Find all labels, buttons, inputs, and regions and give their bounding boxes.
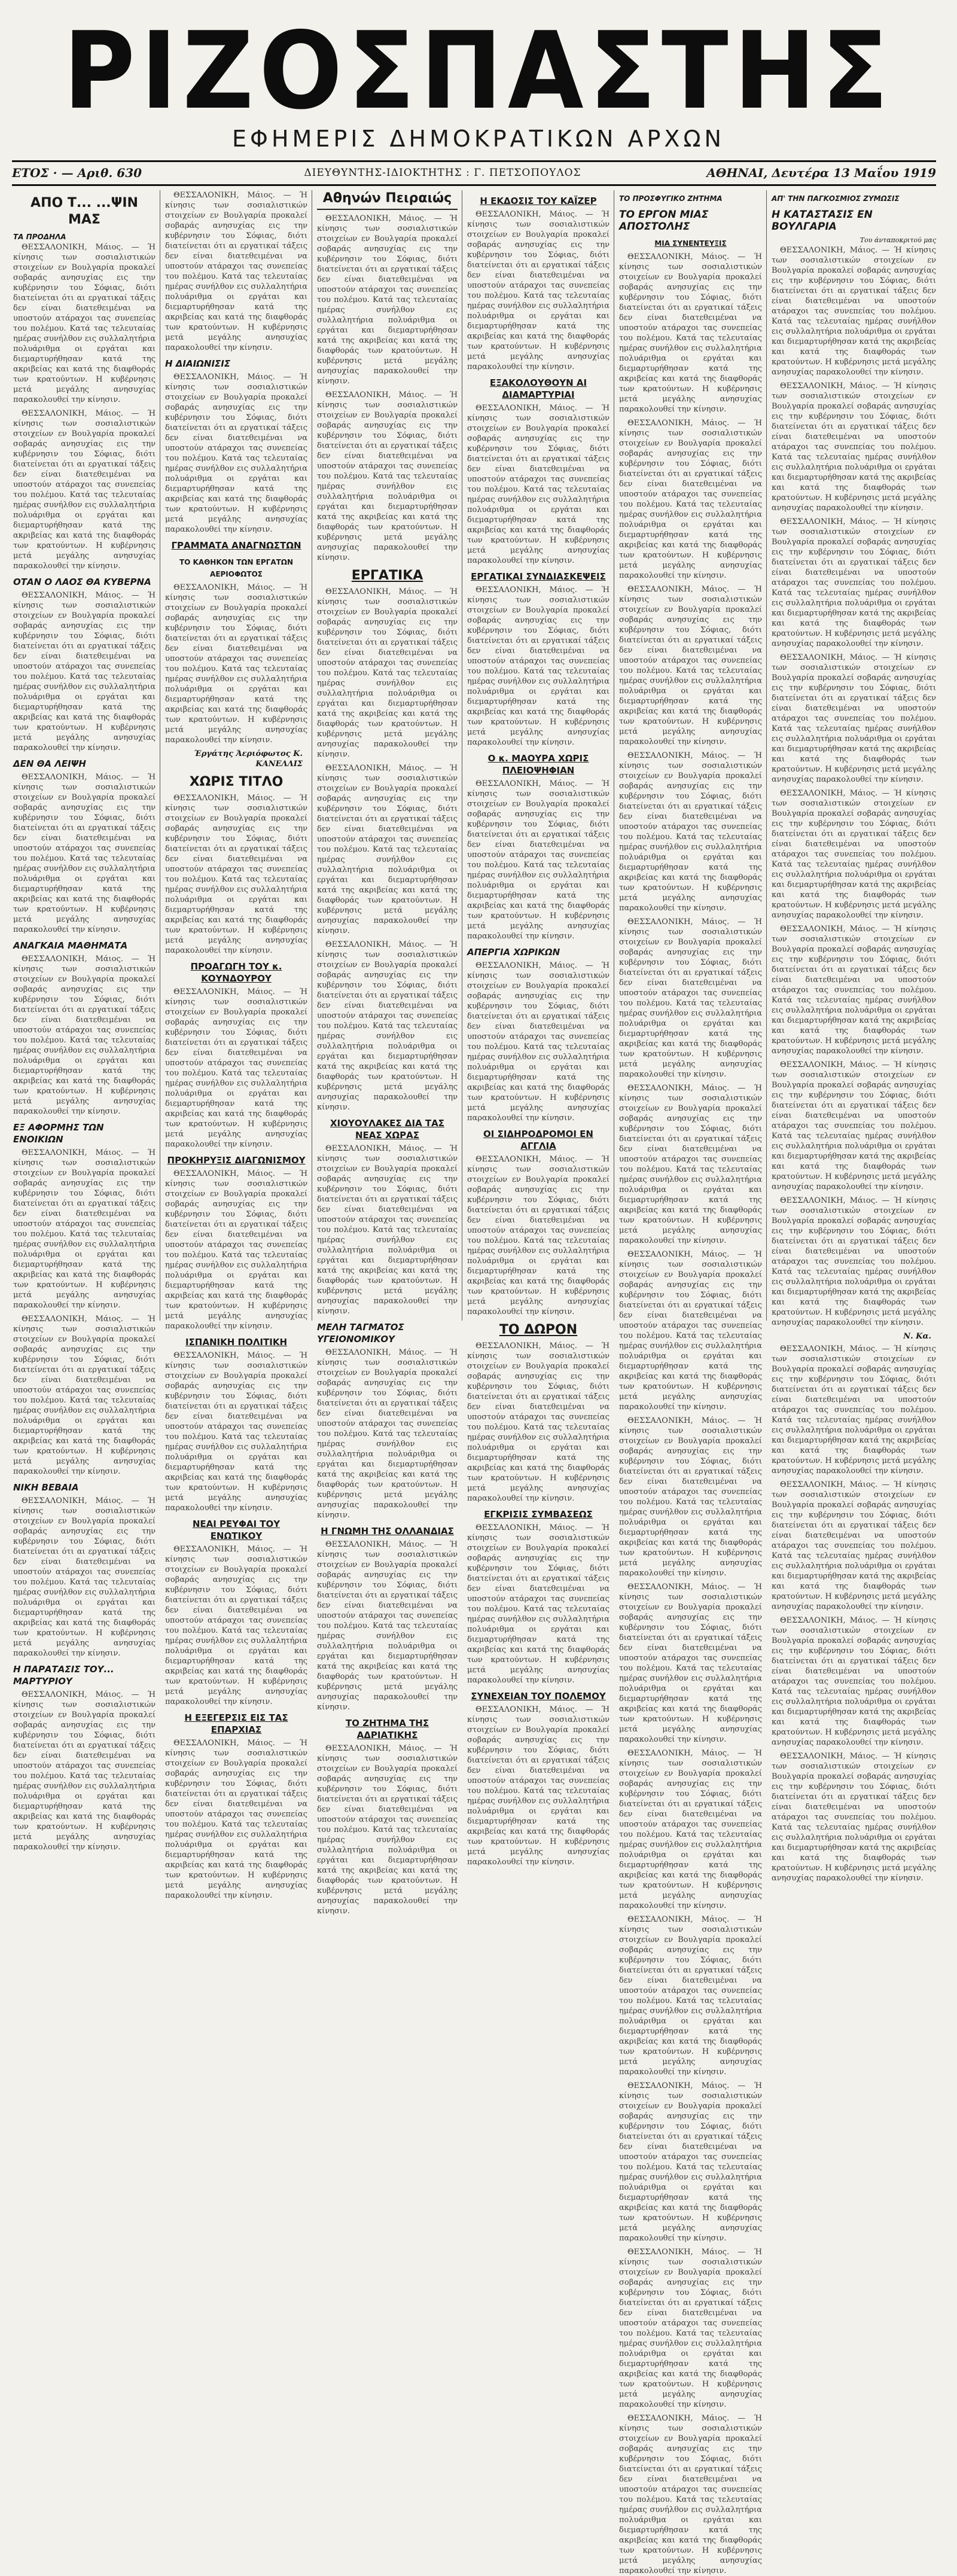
headline: ΕΞΑΚΟΛΟΥΘΟΥΝ ΑΙ ΔΙΑΜΑΡΤΥΡΙΑΙ: [489, 377, 587, 400]
subheadline: ΜΙΑ ΣΥΝΕΝΤΕΥΞΙΣ: [654, 239, 727, 248]
article-text: ΘΕΣΣΑΛΟΝΙΚΗ, Μάιος. — Ή κίνησις των σοσιαλιστικών στοιχείων εν Βουλγαρία προκαλεί σοβαράς ανησυχίας εις την κυβέρνησιν του Σόφιας, διότι διατείνεται ότι αι εργατικαί τάξεις δεν είναι διατεθειμέναι να υποστούν ατάραχοι τας συνεπείας του πολέμου. Κατά τας τελευταίας ημέρας συνήλθον εις συλλαλητήρια πολυάριθμα οι εργάται και διεμαρτυρήθησαν κατά της ακριβείας και κατά της διαφθοράς των κρατούντων. Η κυβέρνησις μετά μεγάλης ανησυχίας παρακολουθεί την κίνησιν.: [619, 1749, 762, 1910]
article-text: ΘΕΣΣΑΛΟΝΙΚΗ, Μάιος. — Ή κίνησις των σοσιαλιστικών στοιχείων εν Βουλγαρία προκαλεί σοβαράς ανησυχίας εις την κυβέρνησιν του Σόφιας, διότι διατείνεται ότι αι εργατικαί τάξεις δεν είναι διατεθειμέναι να υποστούν ατάραχοι τας συνεπείας του πολέμου. Κατά τας τελευταίας ημέρας συνήλθον εις συλλαλητήρια πολυάριθμα οι εργάται και διεμαρτυρήθησαν κατά της ακριβείας και κατά της διαφθοράς των κρατούντων. Η κυβέρνησις μετά μεγάλης ανησυχίας παρακολουθεί την κίνησιν.: [772, 1480, 936, 1611]
headline: ΣΥΝΕΧΕΙΑΝ ΤΟΥ ΠΟΛΕΜΟΥ: [471, 1691, 606, 1702]
info-bar: [12, 163, 936, 182]
article-text: ΘΕΣΣΑΛΟΝΙΚΗ, Μάιος. — Ή κίνησις των σοσιαλιστικών στοιχείων εν Βουλγαρία προκαλεί σοβαράς ανησυχίας εις την κυβέρνησιν του Σόφιας, διότι διατείνεται ότι αι εργατικαί τάξεις δεν είναι διατεθειμέναι να υποστούν ατάραχοι τας συνεπείας του πολέμου. Κατά τας τελευταίας ημέρας συνήλθον εις συλλαλητήρια πολυάριθμα οι εργάται και διεμαρτυρήθησαν κατά της ακριβείας και κατά της διαφθοράς των κρατούντων. Η κυβέρνησις μετά μεγάλης ανησυχίας παρακολουθεί την κίνησιν.: [165, 583, 307, 745]
byline: Του άνταποκριτού μας: [860, 236, 936, 244]
article-text: ΘΕΣΣΑΛΟΝΙΚΗ, Μάιος. — Ή κίνησις των σοσιαλιστικών στοιχείων εν Βουλγαρία προκαλεί σοβαράς ανησυχίας εις την κυβέρνησιν του Σόφιας, διότι διατείνεται ότι αι εργατικαί τάξεις δεν είναι διατεθειμέναι να υποστούν ατάραχοι τας συνεπείας του πολέμου. Κατά τας τελευταίας ημέρας συνήλθον εις συλλαλητήρια πολυάριθμα οι εργάται και διεμαρτυρήθησαν κατά της ακριβείας και κατά της διαφθοράς των κρατούντων. Η κυβέρνησις μετά μεγάλης ανησυχίας παρακολουθεί την κίνησιν.: [13, 1315, 156, 1476]
article-text: ΘΕΣΣΑΛΟΝΙΚΗ, Μάιος. — Ή κίνησις των σοσιαλιστικών στοιχείων εν Βουλγαρία προκαλεί σοβαράς ανησυχίας εις την κυβέρνησιν του Σόφιας, διότι διατείνεται ότι αι εργατικαί τάξεις δεν είναι διατεθειμέναι να υποστούν ατάραχοι τας συνεπείας του πολέμου. Κατά τας τελευταίας ημέρας συνήλθον εις συλλαλητήρια πολυάριθμα οι εργάται και διεμαρτυρήθησαν κατά της ακριβείας και κατά της διαφθοράς των κρατούντων. Η κυβέρνησις μετά μεγάλης ανησυχίας παρακολουθεί την κίνησιν.: [772, 653, 936, 784]
headline: Ο κ. ΜΑΟΥΡΑ ΧΩΡΙΣ ΠΛΕΙΟΨΗΦΙΑΝ: [487, 753, 589, 776]
article-text: ΘΕΣΣΑΛΟΝΙΚΗ, Μάιος. — Ή κίνησις των σοσιαλιστικών στοιχείων εν Βουλγαρία προκαλεί σοβαράς ανησυχίας εις την κυβέρνησιν του Σόφιας, διότι διατείνεται ότι αι εργατικαί τάξεις δεν είναι διατεθειμέναι να υποστούν ατάραχοι τας συνεπείας του πολέμου. Κατά τας τελευταίας ημέρας συνήλθον εις συλλαλητήρια πολυάριθμα οι εργάται και διεμαρτυρήθησαν κατά της ακριβείας και κατά της διαφθοράς των κρατούντων. Η κυβέρνησις μετά μεγάλης ανησυχίας παρακολουθεί την κίνησιν.: [467, 210, 609, 371]
article-text: ΘΕΣΣΑΛΟΝΙΚΗ, Μάιος. — Ή κίνησις των σοσιαλιστικών στοιχείων εν Βουλγαρία προκαλεί σοβαράς ανησυχίας εις την κυβέρνησιν του Σόφιας, διότι διατείνεται ότι αι εργατικαί τάξεις δεν είναι διατεθειμέναι να υποστούν ατάραχοι τας συνεπείας του πολέμου. Κατά τας τελευταίας ημέρας συνήλθον εις συλλαλητήρια πολυάριθμα οι εργάται και διεμαρτυρήθησαν κατά της ακριβείας και κατά της διαφθοράς των κρατούντων. Η κυβέρνησις μετά μεγάλης ανησυχίας παρακολουθεί την κίνησιν.: [165, 1545, 307, 1706]
article-text: ΘΕΣΣΑΛΟΝΙΚΗ, Μάιος. — Ή κίνησις των σοσιαλιστικών στοιχείων εν Βουλγαρία προκαλεί σοβαράς ανησυχίας εις την κυβέρνησιν του Σόφιας, διότι διατείνεται ότι αι εργατικαί τάξεις δεν είναι διατεθειμέναι να υποστούν ατάραχοι τας συνεπείας του πολέμου. Κατά τας τελευταίας ημέρας συνήλθον εις συλλαλητήρια πολυάριθμα οι εργάται και διεμαρτυρήθησαν κατά της ακριβείας και κατά της διαφθοράς των κρατούντων. Η κυβέρνησις μετά μεγάλης ανησυχίας παρακολουθεί την κίνησιν.: [772, 1196, 936, 1327]
kicker: ΑΠ' ΤΗΝ ΠΑΓΚΟΣΜΙΟΣ ΖΥΜΩΣΙΣ: [772, 194, 900, 203]
newspaper-title: ΡΙΖΟΣΠΑΣΤΗΣ: [63, 9, 894, 133]
headline: ΙΣΠΑΝΙΚΗ ΠΟΛΙΤΙΚΗ: [185, 1337, 287, 1348]
top-rule: [12, 160, 936, 162]
column-1: [13, 190, 156, 1852]
kicker: ΤΟ ΠΡΟΣΦΥΓΙΚΟ ΖΗΤΗΜΑ: [619, 194, 723, 203]
article-text: ΘΕΣΣΑΛΟΝΙΚΗ, Μάιος. — Ή κίνησις των σοσιαλιστικών στοιχείων εν Βουλγαρία προκαλεί σοβαράς ανησυχίας εις την κυβέρνησιν του Σόφιας, διότι διατείνεται ότι αι εργατικαί τάξεις δεν είναι διατεθειμέναι να υποστούν ατάραχοι τας συνεπείας του πολέμου. Κατά τας τελευταίας ημέρας συνήλθον εις συλλαλητήρια πολυάριθμα οι εργάται και διεμαρτυρήθησαν κατά της ακριβείας και κατά της διαφθοράς των κρατούντων. Η κυβέρνησις μετά μεγάλης ανησυχίας παρακολουθεί την κίνησιν.: [619, 2248, 762, 2409]
article-text: ΘΕΣΣΑΛΟΝΙΚΗ, Μάιος. — Ή κίνησις των σοσιαλιστικών στοιχείων εν Βουλγαρία προκαλεί σοβαράς ανησυχίας εις την κυβέρνησιν του Σόφιας, διότι διατείνεται ότι αι εργατικαί τάξεις δεν είναι διατεθειμέναι να υποστούν ατάραχοι τας συνεπείας του πολέμου. Κατά τας τελευταίας ημέρας συνήλθον εις συλλαλητήρια πολυάριθμα οι εργάται και διεμαρτυρήθησαν κατά της ακριβείας και κατά της διαφθοράς των κρατούντων. Η κυβέρνησις μετά μεγάλης ανησυχίας παρακολουθεί την κίνησιν.: [165, 1739, 307, 1900]
article-text: ΘΕΣΣΑΛΟΝΙΚΗ, Μάιος. — Ή κίνησις των σοσιαλιστικών στοιχείων εν Βουλγαρία προκαλεί σοβαράς ανησυχίας εις την κυβέρνησιν του Σόφιας, διότι διατείνεται ότι αι εργατικαί τάξεις δεν είναι διατεθειμέναι να υποστούν ατάραχοι τας συνεπείας του πολέμου. Κατά τας τελευταίας ημέρας συνήλθον εις συλλαλητήρια πολυάριθμα οι εργάται και διεμαρτυρήθησαν κατά της ακριβείας και κατά της διαφθοράς των κρατούντων. Η κυβέρνησις μετά μεγάλης ανησυχίας παρακολουθεί την κίνησιν.: [165, 1351, 307, 1513]
headline: Η ΠΑΡΑΤΑΣΙΣ ΤΟΥ... ΜΑΡΤΥΡΙΟΥ: [13, 1664, 114, 1687]
newspaper-subtitle: ΕΦΗΜΕΡΙΣ ΔΗΜΟΚΡΑΤΙΚΩΝ ΑΡΧΩΝ: [232, 126, 725, 152]
article-text: ΘΕΣΣΑΛΟΝΙΚΗ, Μάιος. — Ή κίνησις των σοσιαλιστικών στοιχείων εν Βουλγαρία προκαλεί σοβαράς ανησυχίας εις την κυβέρνησιν του Σόφιας, διότι διατείνεται ότι αι εργατικαί τάξεις δεν είναι διατεθειμέναι να υποστούν ατάραχοι τας συνεπείας του πολέμου. Κατά τας τελευταίας ημέρας συνήλθον εις συλλαλητήρια πολυάριθμα οι εργάται και διεμαρτυρήθησαν κατά της ακριβείας και κατά της διαφθοράς των κρατούντων. Η κυβέρνησις μετά μεγάλης ανησυχίας παρακολουθεί την κίνησιν.: [467, 1705, 609, 1867]
article-text: ΘΕΣΣΑΛΟΝΙΚΗ, Μάιος. — Ή κίνησις των σοσιαλιστικών στοιχείων εν Βουλγαρία προκαλεί σοβαράς ανησυχίας εις την κυβέρνησιν του Σόφιας, διότι διατείνεται ότι αι εργατικαί τάξεις δεν είναι διατεθειμέναι να υποστούν ατάραχοι τας συνεπείας του πολέμου. Κατά τας τελευταίας ημέρας συνήλθον εις συλλαλητήρια πολυάριθμα οι εργάται και διεμαρτυρήθησαν κατά της ακριβείας και κατά της διαφθοράς των κρατούντων. Η κυβέρνησις μετά μεγάλης ανησυχίας παρακολουθεί την κίνησιν.: [317, 1540, 458, 1712]
article-text: ΘΕΣΣΑΛΟΝΙΚΗ, Μάιος. — Ή κίνησις των σοσιαλιστικών στοιχείων εν Βουλγαρία προκαλεί σοβαράς ανησυχίας εις την κυβέρνησιν του Σόφιας, διότι διατείνεται ότι αι εργατικαί τάξεις δεν είναι διατεθειμέναι να υποστούν ατάραχοι τας συνεπείας του πολέμου. Κατά τας τελευταίας ημέρας συνήλθον εις συλλαλητήρια πολυάριθμα οι εργάται και διεμαρτυρήθησαν κατά της ακριβείας και κατά της διαφθοράς των κρατούντων. Η κυβέρνησις μετά μεγάλης ανησυχίας παρακολουθεί την κίνησιν.: [619, 1084, 762, 1245]
article-text: ΘΕΣΣΑΛΟΝΙΚΗ, Μάιος. — Ή κίνησις των σοσιαλιστικών στοιχείων εν Βουλγαρία προκαλεί σοβαράς ανησυχίας εις την κυβέρνησιν του Σόφιας, διότι διατείνεται ότι αι εργατικαί τάξεις δεν είναι διατεθειμέναι να υποστούν ατάραχοι τας συνεπείας του πολέμου. Κατά τας τελευταίας ημέρας συνήλθον εις συλλαλητήρια πολυάριθμα οι εργάται και διεμαρτυρήθησαν κατά της ακριβείας και κατά της διαφθοράς των κρατούντων. Η κυβέρνησις μετά μεγάλης ανησυχίας παρακολουθεί την κίνησιν.: [467, 1523, 609, 1685]
column-2: [165, 190, 307, 1900]
article-text: ΘΕΣΣΑΛΟΝΙΚΗ, Μάιος. — Ή κίνησις των σοσιαλιστικών στοιχείων εν Βουλγαρία προκαλεί σοβαράς ανησυχίας εις την κυβέρνησιν του Σόφιας, διότι διατείνεται ότι αι εργατικαί τάξεις δεν είναι διατεθειμέναι να υποστούν ατάραχοι τας συνεπείας του πολέμου. Κατά τας τελευταίας ημέρας συνήλθον εις συλλαλητήρια πολυάριθμα οι εργάται και διεμαρτυρήθησαν κατά της ακριβείας και κατά της διαφθοράς των κρατούντων. Η κυβέρνησις μετά μεγάλης ανησυχίας παρακολουθεί την κίνησιν.: [619, 252, 762, 414]
section-headline: ΕΡΓΑΤΙΚΑ: [351, 568, 423, 583]
article-text: ΘΕΣΣΑΛΟΝΙΚΗ, Μάιος. — Ή κίνησις των σοσιαλιστικών στοιχείων εν Βουλγαρία προκαλεί σοβαράς ανησυχίας εις την κυβέρνησιν του Σόφιας, διότι διατείνεται ότι αι εργατικαί τάξεις δεν είναι διατεθειμέναι να υποστούν ατάραχοι τας συνεπείας του πολέμου. Κατά τας τελευταίας ημέρας συνήλθον εις συλλαλητήρια πολυάριθμα οι εργάται και διεμαρτυρήθησαν κατά της ακριβείας και κατά της διαφθοράς των κρατούντων. Η κυβέρνησις μετά μεγάλης ανησυχίας παρακολουθεί την κίνησιν.: [165, 987, 307, 1149]
article-text: ΘΕΣΣΑΛΟΝΙΚΗ, Μάιος. — Ή κίνησις των σοσιαλιστικών στοιχείων εν Βουλγαρία προκαλεί σοβαράς ανησυχίας εις την κυβέρνησιν του Σόφιας, διότι διατείνεται ότι αι εργατικαί τάξεις δεν είναι διατεθειμέναι να υποστούν ατάραχοι τας συνεπείας του πολέμου. Κατά τας τελευταίας ημέρας συνήλθον εις συλλαλητήρια πολυάριθμα οι εργάται και διεμαρτυρήθησαν κατά της ακριβείας και κατά της διαφθοράς των κρατούντων. Η κυβέρνησις μετά μεγάλης ανησυχίας παρακολουθεί την κίνησιν.: [13, 243, 156, 404]
article-text: ΘΕΣΣΑΛΟΝΙΚΗ, Μάιος. — Ή κίνησις των σοσιαλιστικών στοιχείων εν Βουλγαρία προκαλεί σοβαράς ανησυχίας εις την κυβέρνησιν του Σόφιας, διότι διατείνεται ότι αι εργατικαί τάξεις δεν είναι διατεθειμέναι να υποστούν ατάραχοι τας συνεπείας του πολέμου. Κατά τας τελευταίας ημέρας συνήλθον εις συλλαλητήρια πολυάριθμα οι εργάται και διεμαρτυρήθησαν κατά της ακριβείας και κατά της διαφθοράς των κρατούντων. Η κυβέρνησις μετά μεγάλης ανησυχίας παρακολουθεί την κίνησιν.: [317, 1348, 458, 1520]
headline: ΕΞ ΑΦΟΡΜΗΣ ΤΩΝ ΕΝΟΙΚΙΩΝ: [13, 1122, 104, 1145]
article-text: ΘΕΣΣΑΛΟΝΙΚΗ, Μάιος. — Ή κίνησις των σοσιαλιστικών στοιχείων εν Βουλγαρία προκαλεί σοβαράς ανησυχίας εις την κυβέρνησιν του Σόφιας, διότι διατείνεται ότι αι εργατικαί τάξεις δεν είναι διατεθειμέναι να υποστούν ατάραχοι τας συνεπείας του πολέμου. Κατά τας τελευταίας ημέρας συνήλθον εις συλλαλητήρια πολυάριθμα οι εργάται και διεμαρτυρήθησαν κατά της ακριβείας και κατά της διαφθοράς των κρατούντων. Η κυβέρνησις μετά μεγάλης ανησυχίας παρακολουθεί την κίνησιν.: [619, 1583, 762, 1744]
headline: ΟΙ ΣΙΔΗΡΟΔΡΟΜΟΙ ΕΝ ΑΓΓΛΙΑ: [483, 1129, 593, 1151]
issue-number: ΕΤΟΣ · — Αριθ. 630: [12, 166, 142, 180]
article-text: ΘΕΣΣΑΛΟΝΙΚΗ, Μάιος. — Ή κίνησις των σοσιαλιστικών στοιχείων εν Βουλγαρία προκαλεί σοβαράς ανησυχίας εις την κυβέρνησιν του Σόφιας, διότι διατείνεται ότι αι εργατικαί τάξεις δεν είναι διατεθειμέναι να υποστούν ατάραχοι τας συνεπείας του πολέμου. Κατά τας τελευταίας ημέρας συνήλθον εις συλλαλητήρια πολυάριθμα οι εργάται και διεμαρτυρήθησαν κατά της ακριβείας και κατά της διαφθοράς των κρατούντων. Η κυβέρνησις μετά μεγάλης ανησυχίας παρακολουθεί την κίνησιν.: [619, 1250, 762, 1412]
headline: Η ΔΙΑΙΩΝΙΣΙΣ: [165, 358, 231, 369]
article-text: ΘΕΣΣΑΛΟΝΙΚΗ, Μάιος. — Ή κίνησις των σοσιαλιστικών στοιχείων εν Βουλγαρία προκαλεί σοβαράς ανησυχίας εις την κυβέρνησιν του Σόφιας, διότι διατείνεται ότι αι εργατικαί τάξεις δεν είναι διατεθειμέναι να υποστούν ατάραχοι τας συνεπείας του πολέμου. Κατά τας τελευταίας ημέρας συνήλθον εις συλλαλητήρια πολυάριθμα οι εργάται και διεμαρτυρήθησαν κατά της ακριβείας και κατά της διαφθοράς των κρατούντων. Η κυβέρνησις μετά μεγάλης ανησυχίας παρακολουθεί την κίνησιν.: [13, 409, 156, 571]
article-text: ΘΕΣΣΑΛΟΝΙΚΗ, Μάιος. — Ή κίνησις των σοσιαλιστικών στοιχείων εν Βουλγαρία προκαλεί σοβαράς ανησυχίας εις την κυβέρνησιν του Σόφιας, διότι διατείνεται ότι αι εργατικαί τάξεις δεν είναι διατεθειμέναι να υποστούν ατάραχοι τας συνεπείας του πολέμου. Κατά τας τελευταίας ημέρας συνήλθον εις συλλαλητήρια πολυάριθμα οι εργάται και διεμαρτυρήθησαν κατά της ακριβείας και κατά της διαφθοράς των κρατούντων. Η κυβέρνησις μετά μεγάλης ανησυχίας παρακολουθεί την κίνησιν.: [165, 191, 307, 352]
headline: ΔΕΝ ΘΑ ΛΕΙΨΗ: [13, 758, 86, 769]
article-text: ΘΕΣΣΑΛΟΝΙΚΗ, Μάιος. — Ή κίνησις των σοσιαλιστικών στοιχείων εν Βουλγαρία προκαλεί σοβαράς ανησυχίας εις την κυβέρνησιν του Σόφιας, διότι διατείνεται ότι αι εργατικαί τάξεις δεν είναι διατεθειμέναι να υποστούν ατάραχοι τας συνεπείας του πολέμου. Κατά τας τελευταίας ημέρας συνήλθον εις συλλαλητήρια πολυάριθμα οι εργάται και διεμαρτυρήθησαν κατά της ακριβείας και κατά της διαφθοράς των κρατούντων. Η κυβέρνησις μετά μεγάλης ανησυχίας παρακολουθεί την κίνησιν.: [467, 404, 609, 565]
article-text: ΘΕΣΣΑΛΟΝΙΚΗ, Μάιος. — Ή κίνησις των σοσιαλιστικών στοιχείων εν Βουλγαρία προκαλεί σοβαράς ανησυχίας εις την κυβέρνησιν του Σόφιας, διότι διατείνεται ότι αι εργατικαί τάξεις δεν είναι διατεθειμέναι να υποστούν ατάραχοι τας συνεπείας του πολέμου. Κατά τας τελευταίας ημέρας συνήλθον εις συλλαλητήρια πολυάριθμα οι εργάται και διεμαρτυρήθησαν κατά της ακριβείας και κατά της διαφθοράς των κρατούντων. Η κυβέρνησις μετά μεγάλης ανησυχίας παρακολουθεί την κίνησιν.: [772, 1616, 936, 1747]
article-text: ΘΕΣΣΑΛΟΝΙΚΗ, Μάιος. — Ή κίνησις των σοσιαλιστικών στοιχείων εν Βουλγαρία προκαλεί σοβαράς ανησυχίας εις την κυβέρνησιν του Σόφιας, διότι διατείνεται ότι αι εργατικαί τάξεις δεν είναι διατεθειμέναι να υποστούν ατάραχοι τας συνεπείας του πολέμου. Κατά τας τελευταίας ημέρας συνήλθον εις συλλαλητήρια πολυάριθμα οι εργάται και διεμαρτυρήθησαν κατά της ακριβείας και κατά της διαφθοράς των κρατούντων. Η κυβέρνησις μετά μεγάλης ανησυχίας παρακολουθεί την κίνησιν.: [619, 917, 762, 1079]
headline: Η ΚΑΤΑΣΤΑΣΙΣ ΕΝ ΒΟΥΛΓΑΡΙΑ: [772, 209, 873, 233]
article-text: ΘΕΣΣΑΛΟΝΙΚΗ, Μάιος. — Ή κίνησις των σοσιαλιστικών στοιχείων εν Βουλγαρία προκαλεί σοβαράς ανησυχίας εις την κυβέρνησιν του Σόφιας, διότι διατείνεται ότι αι εργατικαί τάξεις δεν είναι διατεθειμέναι να υποστούν ατάραχοι τας συνεπείας του πολέμου. Κατά τας τελευταίας ημέρας συνήλθον εις συλλαλητήρια πολυάριθμα οι εργάται και διεμαρτυρήθησαν κατά της ακριβείας και κατά της διαφθοράς των κρατούντων. Η κυβέρνησις μετά μεγάλης ανησυχίας παρακολουθεί την κίνησιν.: [772, 789, 936, 920]
article-text: ΘΕΣΣΑΛΟΝΙΚΗ, Μάιος. — Ή κίνησις των σοσιαλιστικών στοιχείων εν Βουλγαρία προκαλεί σοβαράς ανησυχίας εις την κυβέρνησιν του Σόφιας, διότι διατείνεται ότι αι εργατικαί τάξεις δεν είναι διατεθειμέναι να υποστούν ατάραχοι τας συνεπείας του πολέμου. Κατά τας τελευταίας ημέρας συνήλθον εις συλλαλητήρια πολυάριθμα οι εργάται και διεμαρτυρήθησαν κατά της ακριβείας και κατά της διαφθοράς των κρατούντων. Η κυβέρνησις μετά μεγάλης ανησυχίας παρακολουθεί την κίνησιν.: [467, 961, 609, 1123]
article-text: ΘΕΣΣΑΛΟΝΙΚΗ, Μάιος. — Ή κίνησις των σοσιαλιστικών στοιχείων εν Βουλγαρία προκαλεί σοβαράς ανησυχίας εις την κυβέρνησιν του Σόφιας, διότι διατείνεται ότι αι εργατικαί τάξεις δεν είναι διατεθειμέναι να υποστούν ατάραχοι τας συνεπείας του πολέμου. Κατά τας τελευταίας ημέρας συνήλθον εις συλλαλητήρια πολυάριθμα οι εργάται και διεμαρτυρήθησαν κατά της ακριβείας και κατά της διαφθοράς των κρατούντων. Η κυβέρνησις μετά μεγάλης ανησυχίας παρακολουθεί την κίνησιν.: [13, 1496, 156, 1658]
article-text: ΘΕΣΣΑΛΟΝΙΚΗ, Μάιος. — Ή κίνησις των σοσιαλιστικών στοιχείων εν Βουλγαρία προκαλεί σοβαράς ανησυχίας εις την κυβέρνησιν του Σόφιας, διότι διατείνεται ότι αι εργατικαί τάξεις δεν είναι διατεθειμέναι να υποστούν ατάραχοι τας συνεπείας του πολέμου. Κατά τας τελευταίας ημέρας συνήλθον εις συλλαλητήρια πολυάριθμα οι εργάται και διεμαρτυρήθησαν κατά της ακριβείας και κατά της διαφθοράς των κρατούντων. Η κυβέρνησις μετά μεγάλης ανησυχίας παρακολουθεί την κίνησιν.: [619, 2081, 762, 2243]
article-text: ΘΕΣΣΑΛΟΝΙΚΗ, Μάιος. — Ή κίνησις των σοσιαλιστικών στοιχείων εν Βουλγαρία προκαλεί σοβαράς ανησυχίας εις την κυβέρνησιν του Σόφιας, διότι διατείνεται ότι αι εργατικαί τάξεις δεν είναι διατεθειμέναι να υποστούν ατάραχοι τας συνεπείας του πολέμου. Κατά τας τελευταίας ημέρας συνήλθον εις συλλαλητήρια πολυάριθμα οι εργάται και διεμαρτυρήθησαν κατά της ακριβείας και κατά της διαφθοράς των κρατούντων. Η κυβέρνησις μετά μεγάλης ανησυχίας παρακολουθεί την κίνησιν.: [317, 940, 458, 1112]
article-text: ΘΕΣΣΑΛΟΝΙΚΗ, Μάιος. — Ή κίνησις των σοσιαλιστικών στοιχείων εν Βουλγαρία προκαλεί σοβαράς ανησυχίας εις την κυβέρνησιν του Σόφιας, διότι διατείνεται ότι αι εργατικαί τάξεις δεν είναι διατεθειμέναι να υποστούν ατάραχοι τας συνεπείας του πολέμου. Κατά τας τελευταίας ημέρας συνήλθον εις συλλαλητήρια πολυάριθμα οι εργάται και διεμαρτυρήθησαν κατά της ακριβείας και κατά της διαφθοράς των κρατούντων. Η κυβέρνησις μετά μεγάλης ανησυχίας παρακολουθεί την κίνησιν.: [317, 214, 458, 386]
signature: Έργάτης Άεριόφωτος Κ. ΚΑΝΕΛΛΙΣ: [194, 749, 303, 769]
headline: Η ΕΞΕΓΕΡΣΙΣ ΕΙΣ ΤΑΣ ΕΠΑΡΧΙΑΣ: [184, 1712, 288, 1735]
headline: ΤΟ ΕΡΓΟΝ ΜΙΑΣ ΑΠΟΣΤΟΛΗΣ: [619, 209, 709, 233]
subheadline: ΤΟ ΚΑΘΗΚΟΝ ΤΩΝ ΕΡΓΑΤΩΝ ΑΕΡΙΟΦΩΤΟΣ: [179, 558, 294, 578]
headline: ΧΙΟΥΟΥΛΑΚΕΣ ΔΙΑ ΤΑΣ ΝΕΑΣ ΧΩΡΑΣ: [330, 1118, 445, 1141]
headline: ΤΟ ΖΗΤΗΜΑ ΤΗΣ ΑΔΡΙΑΤΙΚΗΣ: [345, 1718, 429, 1740]
headline: ΝΙΚΗ ΒΕΒΑΙΑ: [13, 1482, 79, 1493]
article-text: ΘΕΣΣΑΛΟΝΙΚΗ, Μάιος. — Ή κίνησις των σοσιαλιστικών στοιχείων εν Βουλγαρία προκαλεί σοβαράς ανησυχίας εις την κυβέρνησιν του Σόφιας, διότι διατείνεται ότι αι εργατικαί τάξεις δεν είναι διατεθειμέναι να υποστούν ατάραχοι τας συνεπείας του πολέμου. Κατά τας τελευταίας ημέρας συνήλθον εις συλλαλητήρια πολυάριθμα οι εργάται και διεμαρτυρήθησαν κατά της ακριβείας και κατά της διαφθοράς των κρατούντων. Η κυβέρνησις μετά μεγάλης ανησυχίας παρακολουθεί την κίνησιν.: [467, 779, 609, 941]
article-text: ΘΕΣΣΑΛΟΝΙΚΗ, Μάιος. — Ή κίνησις των σοσιαλιστικών στοιχείων εν Βουλγαρία προκαλεί σοβαράς ανησυχίας εις την κυβέρνησιν του Σόφιας, διότι διατείνεται ότι αι εργατικαί τάξεις δεν είναι διατεθειμέναι να υποστούν ατάραχοι τας συνεπείας του πολέμου. Κατά τας τελευταίας ημέρας συνήλθον εις συλλαλητήρια πολυάριθμα οι εργάται και διεμαρτυρήθησαν κατά της ακριβείας και κατά της διαφθοράς των κρατούντων. Η κυβέρνησις μετά μεγάλης ανησυχίας παρακολουθεί την κίνησιν.: [317, 1744, 458, 1916]
lead-kicker: ΤΑ ΠΡΟΔΗΛΑ: [13, 233, 66, 241]
article-text: ΘΕΣΣΑΛΟΝΙΚΗ, Μάιος. — Ή κίνησις των σοσιαλιστικών στοιχείων εν Βουλγαρία προκαλεί σοβαράς ανησυχίας εις την κυβέρνησιν του Σόφιας, διότι διατείνεται ότι αι εργατικαί τάξεις δεν είναι διατεθειμέναι να υποστούν ατάραχοι τας συνεπείας του πολέμου. Κατά τας τελευταίας ημέρας συνήλθον εις συλλαλητήρια πολυάριθμα οι εργάται και διεμαρτυρήθησαν κατά της ακριβείας και κατά της διαφθοράς των κρατούντων. Η κυβέρνησις μετά μεγάλης ανησυχίας παρακολουθεί την κίνησιν.: [619, 751, 762, 913]
article-text: ΘΕΣΣΑΛΟΝΙΚΗ, Μάιος. — Ή κίνησις των σοσιαλιστικών στοιχείων εν Βουλγαρία προκαλεί σοβαράς ανησυχίας εις την κυβέρνησιν του Σόφιας, διότι διατείνεται ότι αι εργατικαί τάξεις δεν είναι διατεθειμέναι να υποστούν ατάραχοι τας συνεπείας του πολέμου. Κατά τας τελευταίας ημέρας συνήλθον εις συλλαλητήρια πολυάριθμα οι εργάται και διεμαρτυρήθησαν κατά της ακριβείας και κατά της διαφθοράς των κρατούντων. Η κυβέρνησις μετά μεγάλης ανησυχίας παρακολουθεί την κίνησιν.: [317, 391, 458, 562]
article-text: ΘΕΣΣΑΛΟΝΙΚΗ, Μάιος. — Ή κίνησις των σοσιαλιστικών στοιχείων εν Βουλγαρία προκαλεί σοβαράς ανησυχίας εις την κυβέρνησιν του Σόφιας, διότι διατείνεται ότι αι εργατικαί τάξεις δεν είναι διατεθειμέναι να υποστούν ατάραχοι τας συνεπείας του πολέμου. Κατά τας τελευταίας ημέρας συνήλθον εις συλλαλητήρια πολυάριθμα οι εργάται και διεμαρτυρήθησαν κατά της ακριβείας και κατά της διαφθοράς των κρατούντων. Η κυβέρνησις μετά μεγάλης ανησυχίας παρακολουθεί την κίνησιν.: [13, 773, 156, 934]
column-4: [467, 190, 609, 1867]
headline: ΠΡΟΑΓΩΓΗ ΤΟΥ κ. ΚΟΥΝΔΟΥΡΟΥ: [190, 961, 282, 984]
article-text: ΘΕΣΣΑΛΟΝΙΚΗ, Μάιος. — Ή κίνησις των σοσιαλιστικών στοιχείων εν Βουλγαρία προκαλεί σοβαράς ανησυχίας εις την κυβέρνησιν του Σόφιας, διότι διατείνεται ότι αι εργατικαί τάξεις δεν είναι διατεθειμέναι να υποστούν ατάραχοι τας συνεπείας του πολέμου. Κατά τας τελευταίας ημέρας συνήλθον εις συλλαλητήρια πολυάριθμα οι εργάται και διεμαρτυρήθησαν κατά της ακριβείας και κατά της διαφθοράς των κρατούντων. Η κυβέρνησις μετά μεγάλης ανησυχίας παρακολουθεί την κίνησιν.: [772, 382, 936, 513]
signature: Ν. Κα.: [903, 1332, 931, 1341]
section-headline: Αθηνών Πειραιώς: [317, 190, 458, 210]
article-text: ΘΕΣΣΑΛΟΝΙΚΗ, Μάιος. — Ή κίνησις των σοσιαλιστικών στοιχείων εν Βουλγαρία προκαλεί σοβαράς ανησυχίας εις την κυβέρνησιν του Σόφιας, διότι διατείνεται ότι αι εργατικαί τάξεις δεν είναι διατεθειμέναι να υποστούν ατάραχοι τας συνεπείας του πολέμου. Κατά τας τελευταίας ημέρας συνήλθον εις συλλαλητήρια πολυάριθμα οι εργάται και διεμαρτυρήθησαν κατά της ακριβείας και κατά της διαφθοράς των κρατούντων. Η κυβέρνησις μετά μεγάλης ανησυχίας παρακολουθεί την κίνησιν.: [619, 419, 762, 580]
headline: Η ΓΝΩΜΗ ΤΗΣ ΟΛΛΑΝΔΙΑΣ: [321, 1526, 454, 1537]
article-text: ΘΕΣΣΑΛΟΝΙΚΗ, Μάιος. — Ή κίνησις των σοσιαλιστικών στοιχείων εν Βουλγαρία προκαλεί σοβαράς ανησυχίας εις την κυβέρνησιν του Σόφιας, διότι διατείνεται ότι αι εργατικαί τάξεις δεν είναι διατεθειμέναι να υποστούν ατάραχοι τας συνεπείας του πολέμου. Κατά τας τελευταίας ημέρας συνήλθον εις συλλαλητήρια πολυάριθμα οι εργάται και διεμαρτυρήθησαν κατά της ακριβείας και κατά της διαφθοράς των κρατούντων. Η κυβέρνησις μετά μεγάλης ανησυχίας παρακολουθεί την κίνησιν.: [619, 1915, 762, 2077]
column-divider: [766, 190, 767, 1321]
article-text: ΘΕΣΣΑΛΟΝΙΚΗ, Μάιος. — Ή κίνησις των σοσιαλιστικών στοιχείων εν Βουλγαρία προκαλεί σοβαράς ανησυχίας εις την κυβέρνησιν του Σόφιας, διότι διατείνεται ότι αι εργατικαί τάξεις δεν είναι διατεθειμέναι να υποστούν ατάραχοι τας συνεπείας του πολέμου. Κατά τας τελευταίας ημέρας συνήλθον εις συλλαλητήρια πολυάριθμα οι εργάται και διεμαρτυρήθησαν κατά της ακριβείας και κατά της διαφθοράς των κρατούντων. Η κυβέρνησις μετά μεγάλης ανησυχίας παρακολουθεί την κίνησιν.: [165, 373, 307, 534]
lead-headline: ΑΠΟ Τ... ...ΨΙΝ ΜΑΣ: [31, 196, 138, 227]
column-5: [619, 190, 762, 2575]
article-text: ΘΕΣΣΑΛΟΝΙΚΗ, Μάιος. — Ή κίνησις των σοσιαλιστικών στοιχείων εν Βουλγαρία προκαλεί σοβαράς ανησυχίας εις την κυβέρνησιν του Σόφιας, διότι διατείνεται ότι αι εργατικαί τάξεις δεν είναι διατεθειμέναι να υποστούν ατάραχοι τας συνεπείας του πολέμου. Κατά τας τελευταίας ημέρας συνήλθον εις συλλαλητήρια πολυάριθμα οι εργάται και διεμαρτυρήθησαν κατά της ακριβείας και κατά της διαφθοράς των κρατούντων. Η κυβέρνησις μετά μεγάλης ανησυχίας παρακολουθεί την κίνησιν.: [13, 1690, 156, 1852]
headline: ΓΡΑΜΜΑΤΑ ΑΝΑΓΝΩΣΤΩΝ: [171, 540, 301, 551]
article-text: ΘΕΣΣΑΛΟΝΙΚΗ, Μάιος. — Ή κίνησις των σοσιαλιστικών στοιχείων εν Βουλγαρία προκαλεί σοβαράς ανησυχίας εις την κυβέρνησιν του Σόφιας, διότι διατείνεται ότι αι εργατικαί τάξεις δεν είναι διατεθειμέναι να υποστούν ατάραχοι τας συνεπείας του πολέμου. Κατά τας τελευταίας ημέρας συνήλθον εις συλλαλητήρια πολυάριθμα οι εργάται και διεμαρτυρήθησαν κατά της ακριβείας και κατά της διαφθοράς των κρατούντων. Η κυβέρνησις μετά μεγάλης ανησυχίας παρακολουθεί την κίνησιν.: [619, 1416, 762, 1578]
masthead: [0, 9, 957, 152]
article-text: ΘΕΣΣΑΛΟΝΙΚΗ, Μάιος. — Ή κίνησις των σοσιαλιστικών στοιχείων εν Βουλγαρία προκαλεί σοβαράς ανησυχίας εις την κυβέρνησιν του Σόφιας, διότι διατείνεται ότι αι εργατικαί τάξεις δεν είναι διατεθειμέναι να υποστούν ατάραχοι τας συνεπείας του πολέμου. Κατά τας τελευταίας ημέρας συνήλθον εις συλλαλητήρια πολυάριθμα οι εργάται και διεμαρτυρήθησαν κατά της ακριβείας και κατά της διαφθοράς των κρατούντων. Η κυβέρνησις μετά μεγάλης ανησυχίας παρακολουθεί την κίνησιν.: [772, 1345, 936, 1476]
article-text: ΘΕΣΣΑΛΟΝΙΚΗ, Μάιος. — Ή κίνησις των σοσιαλιστικών στοιχείων εν Βουλγαρία προκαλεί σοβαράς ανησυχίας εις την κυβέρνησιν του Σόφιας, διότι διατείνεται ότι αι εργατικαί τάξεις δεν είναι διατεθειμέναι να υποστούν ατάραχοι τας συνεπείας του πολέμου. Κατά τας τελευταίας ημέρας συνήλθον εις συλλαλητήρια πολυάριθμα οι εργάται και διεμαρτυρήθησαν κατά της ακριβείας και κατά της διαφθοράς των κρατούντων. Η κυβέρνησις μετά μεγάλης ανησυχίας παρακολουθεί την κίνησιν.: [317, 587, 458, 759]
column-3: [317, 190, 458, 1916]
headline: ΜΕΛΗ ΤΑΓΜΑΤΟΣ ΥΓΕΙΟΝΟΜΙΚΟΥ: [317, 1322, 404, 1345]
article-text: ΘΕΣΣΑΛΟΝΙΚΗ, Μάιος. — Ή κίνησις των σοσιαλιστικών στοιχείων εν Βουλγαρία προκαλεί σοβαράς ανησυχίας εις την κυβέρνησιν του Σόφιας, διότι διατείνεται ότι αι εργατικαί τάξεις δεν είναι διατεθειμέναι να υποστούν ατάραχοι τας συνεπείας του πολέμου. Κατά τας τελευταίας ημέρας συνήλθον εις συλλαλητήρια πολυάριθμα οι εργάται και διεμαρτυρήθησαν κατά της ακριβείας και κατά της διαφθοράς των κρατούντων. Η κυβέρνησις μετά μεγάλης ανησυχίας παρακολουθεί την κίνησιν.: [467, 1342, 609, 1503]
article-text: ΘΕΣΣΑΛΟΝΙΚΗ, Μάιος. — Ή κίνησις των σοσιαλιστικών στοιχείων εν Βουλγαρία προκαλεί σοβαράς ανησυχίας εις την κυβέρνησιν του Σόφιας, διότι διατείνεται ότι αι εργατικαί τάξεις δεν είναι διατεθειμέναι να υποστούν ατάραχοι τας συνεπείας του πολέμου. Κατά τας τελευταίας ημέρας συνήλθον εις συλλαλητήρια πολυάριθμα οι εργάται και διεμαρτυρήθησαν κατά της ακριβείας και κατά της διαφθοράς των κρατούντων. Η κυβέρνησις μετά μεγάλης ανησυχίας παρακολουθεί την κίνησιν.: [317, 1144, 458, 1316]
article-text: ΘΕΣΣΑΛΟΝΙΚΗ, Μάιος. — Ή κίνησις των σοσιαλιστικών στοιχείων εν Βουλγαρία προκαλεί σοβαράς ανησυχίας εις την κυβέρνησιν του Σόφιας, διότι διατείνεται ότι αι εργατικαί τάξεις δεν είναι διατεθειμέναι να υποστούν ατάραχοι τας συνεπείας του πολέμου. Κατά τας τελευταίας ημέρας συνήλθον εις συλλαλητήρια πολυάριθμα οι εργάται και διεμαρτυρήθησαν κατά της ακριβείας και κατά της διαφθοράς των κρατούντων. Η κυβέρνησις μετά μεγάλης ανησυχίας παρακολουθεί την κίνησιν.: [317, 764, 458, 935]
article-text: ΘΕΣΣΑΛΟΝΙΚΗ, Μάιος. — Ή κίνησις των σοσιαλιστικών στοιχείων εν Βουλγαρία προκαλεί σοβαράς ανησυχίας εις την κυβέρνησιν του Σόφιας, διότι διατείνεται ότι αι εργατικαί τάξεις δεν είναι διατεθειμέναι να υποστούν ατάραχοι τας συνεπείας του πολέμου. Κατά τας τελευταίας ημέρας συνήλθον εις συλλαλητήρια πολυάριθμα οι εργάται και διεμαρτυρήθησαν κατά της ακριβείας και κατά της διαφθοράς των κρατούντων. Η κυβέρνησις μετά μεγάλης ανησυχίας παρακολουθεί την κίνησιν.: [467, 586, 609, 747]
editor-line: ΔΙΕΥΘΥΝΤΗΣ-ΙΔΙΟΚΤΗΤΗΣ : Γ. ΠΕΤΣΟΠΟΥΛΟΣ: [304, 167, 581, 179]
headline: ΕΓΚΡΙΣΙΣ ΣΥΜΒΑΣΕΩΣ: [484, 1509, 593, 1520]
article-text: ΘΕΣΣΑΛΟΝΙΚΗ, Μάιος. — Ή κίνησις των σοσιαλιστικών στοιχείων εν Βουλγαρία προκαλεί σοβαράς ανησυχίας εις την κυβέρνησιν του Σόφιας, διότι διατείνεται ότι αι εργατικαί τάξεις δεν είναι διατεθειμέναι να υποστούν ατάραχοι τας συνεπείας του πολέμου. Κατά τας τελευταίας ημέρας συνήλθον εις συλλαλητήρια πολυάριθμα οι εργάται και διεμαρτυρήθησαν κατά της ακριβείας και κατά της διαφθοράς των κρατούντων. Η κυβέρνησις μετά μεγάλης ανησυχίας παρακολουθεί την κίνησιν.: [467, 1155, 609, 1316]
column-6: [772, 190, 936, 1883]
article-text: ΘΕΣΣΑΛΟΝΙΚΗ, Μάιος. — Ή κίνησις των σοσιαλιστικών στοιχείων εν Βουλγαρία προκαλεί σοβαράς ανησυχίας εις την κυβέρνησιν του Σόφιας, διότι διατείνεται ότι αι εργατικαί τάξεις δεν είναι διατεθειμέναι να υποστούν ατάραχοι τας συνεπείας του πολέμου. Κατά τας τελευταίας ημέρας συνήλθον εις συλλαλητήρια πολυάριθμα οι εργάται και διεμαρτυρήθησαν κατά της ακριβείας και κατά της διαφθοράς των κρατούντων. Η κυβέρνησις μετά μεγάλης ανησυχίας παρακολουθεί την κίνησιν.: [772, 925, 936, 1056]
article-text: ΘΕΣΣΑΛΟΝΙΚΗ, Μάιος. — Ή κίνησις των σοσιαλιστικών στοιχείων εν Βουλγαρία προκαλεί σοβαράς ανησυχίας εις την κυβέρνησιν του Σόφιας, διότι διατείνεται ότι αι εργατικαί τάξεις δεν είναι διατεθειμέναι να υποστούν ατάραχοι τας συνεπείας του πολέμου. Κατά τας τελευταίας ημέρας συνήλθον εις συλλαλητήρια πολυάριθμα οι εργάται και διεμαρτυρήθησαν κατά της ακριβείας και κατά της διαφθοράς των κρατούντων. Η κυβέρνησις μετά μεγάλης ανησυχίας παρακολουθεί την κίνησιν.: [13, 591, 156, 752]
headline: Η ΕΚΔΟΣΙΣ ΤΟΥ ΚΑΪΖΕΡ: [480, 196, 597, 206]
dateline: ΑΘΗΝΑΙ, Δευτέρα 13 Μαΐου 1919: [706, 166, 936, 180]
article-text: ΘΕΣΣΑΛΟΝΙΚΗ, Μάιος. — Ή κίνησις των σοσιαλιστικών στοιχείων εν Βουλγαρία προκαλεί σοβαράς ανησυχίας εις την κυβέρνησιν του Σόφιας, διότι διατείνεται ότι αι εργατικαί τάξεις δεν είναι διατεθειμέναι να υποστούν ατάραχοι τας συνεπείας του πολέμου. Κατά τας τελευταίας ημέρας συνήλθον εις συλλαλητήρια πολυάριθμα οι εργάται και διεμαρτυρήθησαν κατά της ακριβείας και κατά της διαφθοράς των κρατούντων. Η κυβέρνησις μετά μεγάλης ανησυχίας παρακολουθεί την κίνησιν.: [772, 517, 936, 648]
article-text: ΘΕΣΣΑΛΟΝΙΚΗ, Μάιος. — Ή κίνησις των σοσιαλιστικών στοιχείων εν Βουλγαρία προκαλεί σοβαράς ανησυχίας εις την κυβέρνησιν του Σόφιας, διότι διατείνεται ότι αι εργατικαί τάξεις δεν είναι διατεθειμέναι να υποστούν ατάραχοι τας συνεπείας του πολέμου. Κατά τας τελευταίας ημέρας συνήλθον εις συλλαλητήρια πολυάριθμα οι εργάται και διεμαρτυρήθησαν κατά της ακριβείας και κατά της διαφθοράς των κρατούντων. Η κυβέρνησις μετά μεγάλης ανησυχίας παρακολουθεί την κίνησιν.: [772, 1752, 936, 1883]
headline: ΕΡΓΑΤΙΚΑΙ ΣΥΝΔΙΑΣΚΕΨΕΙΣ: [471, 571, 606, 582]
headline: ΝΕΑΙ ΡΕΥΦΑΙ ΤΟΥ ΕΝΩΤΙΚΟΥ: [192, 1519, 281, 1541]
headline: ΑΝΑΓΚΑΙΑ ΜΑΘΗΜΑΤΑ: [13, 940, 128, 951]
article-text: ΘΕΣΣΑΛΟΝΙΚΗ, Μάιος. — Ή κίνησις των σοσιαλιστικών στοιχείων εν Βουλγαρία προκαλεί σοβαράς ανησυχίας εις την κυβέρνησιν του Σόφιας, διότι διατείνεται ότι αι εργατικαί τάξεις δεν είναι διατεθειμέναι να υποστούν ατάραχοι τας συνεπείας του πολέμου. Κατά τας τελευταίας ημέρας συνήλθον εις συλλαλητήρια πολυάριθμα οι εργάται και διεμαρτυρήθησαν κατά της ακριβείας και κατά της διαφθοράς των κρατούντων. Η κυβέρνησις μετά μεγάλης ανησυχίας παρακολουθεί την κίνησιν.: [13, 1148, 156, 1310]
headline: ΧΩΡΙΣ ΤΙΤΛΟ: [189, 775, 284, 789]
headline: ΟΤΑΝ Ο ΛΑΟΣ ΘΑ ΚΥΒΕΡΝΑ: [13, 577, 151, 587]
article-text: ΘΕΣΣΑΛΟΝΙΚΗ, Μάιος. — Ή κίνησις των σοσιαλιστικών στοιχείων εν Βουλγαρία προκαλεί σοβαράς ανησυχίας εις την κυβέρνησιν του Σόφιας, διότι διατείνεται ότι αι εργατικαί τάξεις δεν είναι διατεθειμέναι να υποστούν ατάραχοι τας συνεπείας του πολέμου. Κατά τας τελευταίας ημέρας συνήλθον εις συλλαλητήρια πολυάριθμα οι εργάται και διεμαρτυρήθησαν κατά της ακριβείας και κατά της διαφθοράς των κρατούντων. Η κυβέρνησις μετά μεγάλης ανησυχίας παρακολουθεί την κίνησιν.: [619, 2414, 762, 2575]
article-text: ΘΕΣΣΑΛΟΝΙΚΗ, Μάιος. — Ή κίνησις των σοσιαλιστικών στοιχείων εν Βουλγαρία προκαλεί σοβαράς ανησυχίας εις την κυβέρνησιν του Σόφιας, διότι διατείνεται ότι αι εργατικαί τάξεις δεν είναι διατεθειμέναι να υποστούν ατάραχοι τας συνεπείας του πολέμου. Κατά τας τελευταίας ημέρας συνήλθον εις συλλαλητήρια πολυάριθμα οι εργάται και διεμαρτυρήθησαν κατά της ακριβείας και κατά της διαφθοράς των κρατούντων. Η κυβέρνησις μετά μεγάλης ανησυχίας παρακολουθεί την κίνησιν.: [13, 955, 156, 1116]
article-text: ΘΕΣΣΑΛΟΝΙΚΗ, Μάιος. — Ή κίνησις των σοσιαλιστικών στοιχείων εν Βουλγαρία προκαλεί σοβαράς ανησυχίας εις την κυβέρνησιν του Σόφιας, διότι διατείνεται ότι αι εργατικαί τάξεις δεν είναι διατεθειμέναι να υποστούν ατάραχοι τας συνεπείας του πολέμου. Κατά τας τελευταίας ημέρας συνήλθον εις συλλαλητήρια πολυάριθμα οι εργάται και διεμαρτυρήθησαν κατά της ακριβείας και κατά της διαφθοράς των κρατούντων. Η κυβέρνησις μετά μεγάλης ανησυχίας παρακολουθεί την κίνησιν.: [772, 1060, 936, 1191]
article-text: ΘΕΣΣΑΛΟΝΙΚΗ, Μάιος. — Ή κίνησις των σοσιαλιστικών στοιχείων εν Βουλγαρία προκαλεί σοβαράς ανησυχίας εις την κυβέρνησιν του Σόφιας, διότι διατείνεται ότι αι εργατικαί τάξεις δεν είναι διατεθειμέναι να υποστούν ατάραχοι τας συνεπείας του πολέμου. Κατά τας τελευταίας ημέρας συνήλθον εις συλλαλητήρια πολυάριθμα οι εργάται και διεμαρτυρήθησαν κατά της ακριβείας και κατά της διαφθοράς των κρατούντων. Η κυβέρνησις μετά μεγάλης ανησυχίας παρακολουθεί την κίνησιν.: [619, 585, 762, 746]
article-text: ΘΕΣΣΑΛΟΝΙΚΗ, Μάιος. — Ή κίνησις των σοσιαλιστικών στοιχείων εν Βουλγαρία προκαλεί σοβαράς ανησυχίας εις την κυβέρνησιν του Σόφιας, διότι διατείνεται ότι αι εργατικαί τάξεις δεν είναι διατεθειμέναι να υποστούν ατάραχοι τας συνεπείας του πολέμου. Κατά τας τελευταίας ημέρας συνήλθον εις συλλαλητήρια πολυάριθμα οι εργάται και διεμαρτυρήθησαν κατά της ακριβείας και κατά της διαφθοράς των κρατούντων. Η κυβέρνησις μετά μεγάλης ανησυχίας παρακολουθεί την κίνησιν.: [165, 1169, 307, 1331]
article-text: ΘΕΣΣΑΛΟΝΙΚΗ, Μάιος. — Ή κίνησις των σοσιαλιστικών στοιχείων εν Βουλγαρία προκαλεί σοβαράς ανησυχίας εις την κυβέρνησιν του Σόφιας, διότι διατείνεται ότι αι εργατικαί τάξεις δεν είναι διατεθειμέναι να υποστούν ατάραχοι τας συνεπείας του πολέμου. Κατά τας τελευταίας ημέρας συνήλθον εις συλλαλητήρια πολυάριθμα οι εργάται και διεμαρτυρήθησαν κατά της ακριβείας και κατά της διαφθοράς των κρατούντων. Η κυβέρνησις μετά μεγάλης ανησυχίας παρακολουθεί την κίνησιν.: [772, 246, 936, 377]
headline: ΤΟ ΔΩΡΟΝ: [499, 1322, 578, 1337]
bottom-rule: [12, 184, 936, 186]
article-text: ΘΕΣΣΑΛΟΝΙΚΗ, Μάιος. — Ή κίνησις των σοσιαλιστικών στοιχείων εν Βουλγαρία προκαλεί σοβαράς ανησυχίας εις την κυβέρνησιν του Σόφιας, διότι διατείνεται ότι αι εργατικαί τάξεις δεν είναι διατεθειμέναι να υποστούν ατάραχοι τας συνεπείας του πολέμου. Κατά τας τελευταίας ημέρας συνήλθον εις συλλαλητήρια πολυάριθμα οι εργάται και διεμαρτυρήθησαν κατά της ακριβείας και κατά της διαφθοράς των κρατούντων. Η κυβέρνησις μετά μεγάλης ανησυχίας παρακολουθεί την κίνησιν.: [165, 794, 307, 955]
headline: ΑΠΕΡΓΙΑ ΧΩΡΙΚΩΝ: [467, 947, 560, 958]
headline: ΠΡΟΚΗΡΥΞΙΣ ΔΙΑΓΩΝΙΣΜΟΥ: [167, 1155, 306, 1166]
